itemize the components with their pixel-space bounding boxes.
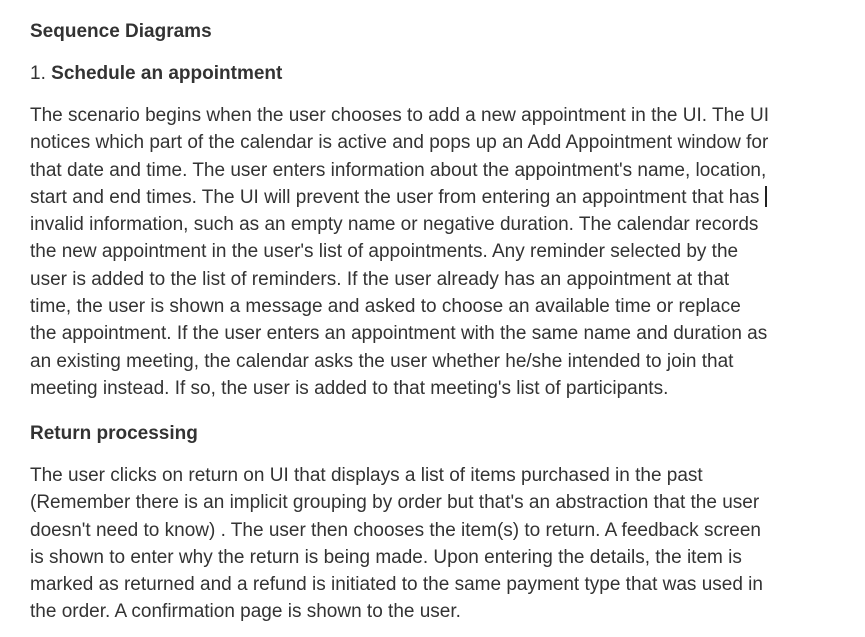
- paragraph-line-text: start and end times. The UI will prevent the user from entering an appointment that has: [30, 186, 760, 208]
- paragraph-line: notices which part of the calendar is active and pops up an Add Appointment window for: [30, 132, 769, 154]
- paragraph-line: time, the user is shown a message and asked to choose an available time or replace: [30, 296, 741, 318]
- paragraph-line: is shown to enter why the return is being made. Upon entering the details, the item is: [30, 546, 742, 568]
- paragraph-line: an existing meeting, the calendar asks the user whether he/she intended to join that: [30, 350, 734, 372]
- paragraph-line: the appointment. If the user enters an appointment with the same name and duration as: [30, 323, 768, 345]
- paragraph-line: doesn't need to know) . The user then chooses the item(s) to return. A feedback screen: [30, 519, 761, 541]
- paragraph-line: invalid information, such as an empty name or negative duration. The calendar records: [30, 214, 759, 236]
- paragraph-line: (Remember there is an implicit grouping by order but that's an abstraction that the user: [30, 492, 760, 514]
- return-processing-paragraph[interactable]: [30, 462, 763, 626]
- paragraph-line: marked as returned and a refund is initiated to the same payment type that was used in: [30, 574, 763, 596]
- paragraph-line: the order. A confirmation page is shown to the user.: [30, 601, 461, 623]
- section-heading-return-processing: Return processing: [30, 423, 198, 444]
- text-cursor: [765, 186, 767, 207]
- paragraph-line: The scenario begins when the user chooses to add a new appointment in the UI. The UI: [30, 105, 769, 126]
- paragraph-line: meeting instead. If so, the user is added to that meeting's list of participants.: [30, 377, 669, 399]
- paragraph-line: that date and time. The user enters information about the appointment's name, location,: [30, 159, 767, 181]
- schedule-appointment-paragraph[interactable]: [30, 102, 769, 402]
- paragraph-line: user is added to the list of reminders. If the user already has an appointment at that: [30, 268, 730, 290]
- step-heading: [30, 62, 282, 86]
- step-number: 1.: [30, 63, 46, 84]
- page-title: Sequence Diagrams: [30, 21, 212, 42]
- paragraph-line-with-caret: [30, 184, 769, 211]
- step-title: Schedule an appointment: [51, 63, 283, 84]
- paragraph-line: The user clicks on return on UI that displays a list of items purchased in the past: [30, 465, 703, 486]
- paragraph-line: the new appointment in the user's list of appointments. Any reminder selected by the: [30, 241, 739, 263]
